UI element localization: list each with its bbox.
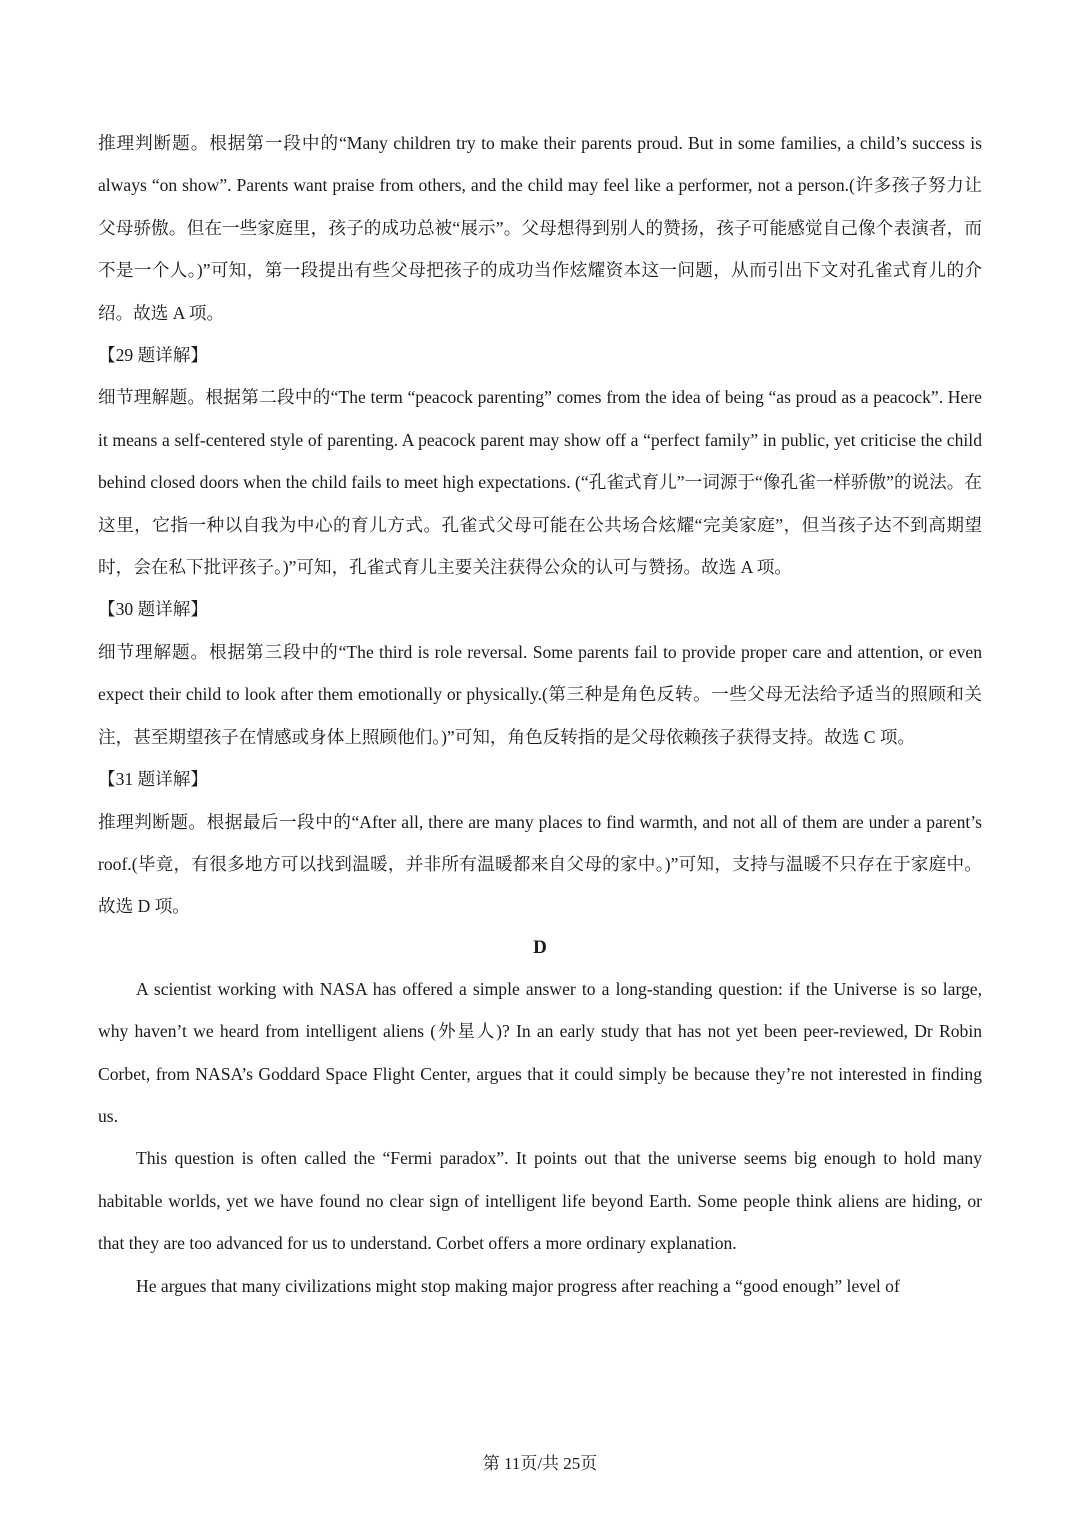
q30-explanation: 细节理解题。根据第三段中的“The third is role reversal. Some parents fail to provide proper care and attention, or even expect their child to look after them emotionally or physically.(第三种是角色反转。一些父母无法给予适当的照顾和关注，甚至期望孩子在情感或身体上照顾他们。)”可知，角色反转指的是父母依赖孩子获得支持。故选 C 项。 [98,641,982,747]
q29-heading: 【29 题详解】 [98,345,208,366]
passage-paragraph: He argues that many civilizations might stop making major progress after reaching a “good enough” level of [136,1275,900,1296]
q29-explanation: 细节理解题。根据第二段中的“The term “peacock parenting” comes from the idea of being “as proud as a peacock”. Here it means a self-centered style of parenting. A peacock parent may show off a “perfect family” in public, yet criticise the child behind closed doors when the child fails to meet high expectations. (“孔雀式育儿”一词源于“像孔雀一样骄傲”的说法。在这里，它指一种以自我为中心的育儿方式。孔雀式父母可能在公共场合炫耀“完美家庭”，但当孩子达不到高期望时，会在私下批评孩子。)”可知，孔雀式育儿主要关注获得公众的认可与赞扬。故选 A 项。 [98,387,982,578]
q28-explanation: 推理判断题。根据第一段中的“Many children try to make their parents proud. But in some families, a child’s success is always “on show”. Parents want praise from others, and the child may feel like a performer, not a person.(许多孩子努力让父母骄傲。但在一些家庭里，孩子的成功总被“展示”。父母想得到别人的赞扬，孩子可能感觉自己像个表演者，而不是一个人。)”可知，第一段提出有些父母把孩子的成功当作炫耀资本这一问题，从而引出下文对孔雀式育儿的介绍。故选 A 项。 [98,133,982,323]
passage-paragraph: A scientist working with NASA has offered a simple answer to a long-standing question: if the Universe is so large, why haven’t we heard from intelligent aliens (外星人)? In an early study that has not yet been peer-reviewed, Dr Robin Corbet, from NASA’s Goddard Space Flight Center, argues that it could simply be because they’re not interested in finding us. [98,978,982,1126]
q30-heading: 【30 题详解】 [98,599,208,620]
passage-paragraph: This question is often called the “Fermi paradox”. It points out that the universe seems big enough to hold many habitable worlds, yet we have found no clear sign of intelligent life beyond Earth. Some people think aliens are hiding, or that they are too advanced for us to understand. Corbet offers a more ordinary explanation. [98,1148,982,1254]
q31-explanation: 推理判断题。根据最后一段中的“After all, there are many places to find warmth, and not all of them are under a parent’s roof.(毕竟，有很多地方可以找到温暖，并非所有温暖都来自父母的家中。)”可知，支持与温暖不只存在于家庭中。故选 D 项。 [98,811,982,917]
page-number: 第 11页/共 25页 [482,1454,598,1473]
q31-heading: 【31 题详解】 [98,769,208,790]
document-page [98,122,982,1307]
passage-letter: D [533,936,547,958]
